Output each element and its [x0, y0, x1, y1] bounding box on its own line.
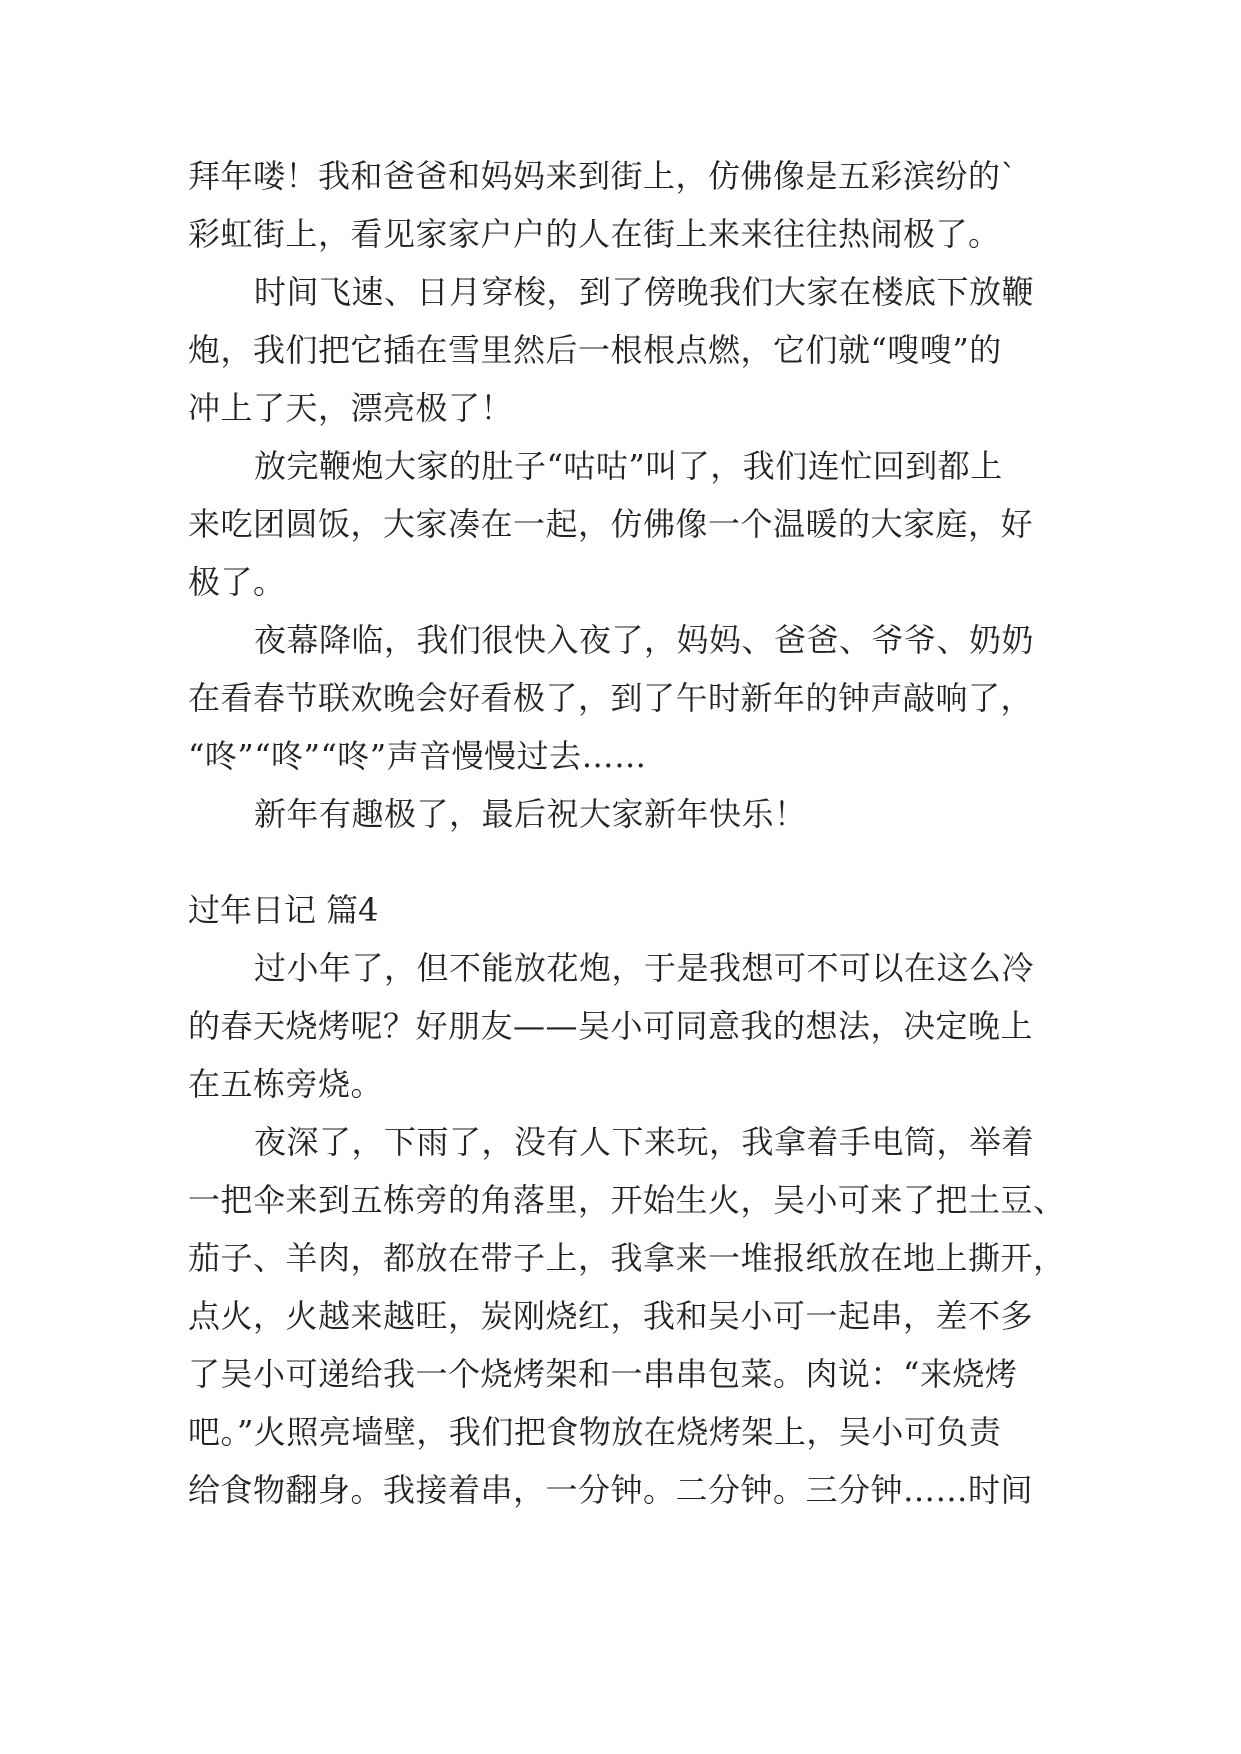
- paragraph-5: [188, 785, 1048, 843]
- section-paragraph-1: [188, 939, 1048, 1113]
- text-line: 吧。”火照亮墙壁，我们把食物放在烧烤架上，吴小可负责: [188, 1413, 1002, 1451]
- text-line: 给食物翻身。我接着串，一分钟。二分钟。三分钟……时间: [188, 1471, 1034, 1509]
- text-line: 冲上了天，漂亮极了！: [188, 389, 514, 427]
- text-line: 夜深了，下雨了，没有人下来玩，我拿着手电筒，举着: [254, 1123, 1035, 1161]
- text-line: 过小年了，但不能放花炮，于是我想可不可以在这么冷: [254, 949, 1035, 987]
- paragraph-2: [188, 263, 1048, 437]
- document-page: [188, 147, 1066, 1519]
- text-line: 在五栋旁烧。: [188, 1065, 384, 1103]
- text-line: 来吃团圆饭，大家凑在一起，仿佛像一个温暖的大家庭，好: [188, 505, 1034, 543]
- paragraph-4: [188, 611, 1048, 785]
- text-line: 了吴小可递给我一个烧烤架和一串串包菜。肉说：“来烧烤: [188, 1355, 1018, 1393]
- section-gap: [188, 843, 1048, 881]
- text-line: 点火，火越来越旺，炭刚烧红，我和吴小可一起串，差不多: [188, 1297, 1034, 1335]
- text-line: 茄子、羊肉，都放在带子上，我拿来一堆报纸放在地上撕开，: [188, 1239, 1066, 1277]
- text-line: 炮，我们把它插在雪里然后一根根点燃，它们就“嗖嗖”的: [188, 331, 1002, 369]
- text-line: “咚”“咚”“咚”声音慢慢过去……: [188, 737, 647, 775]
- section-title: 过年日记 篇4: [188, 891, 379, 929]
- text-line: 夜幕降临，我们很快入夜了，妈妈、爸爸、爷爷、奶奶: [254, 621, 1035, 659]
- text-line: 在看春节联欢晚会好看极了，到了午时新年的钟声敲响了，: [188, 679, 1034, 717]
- text-line: 拜年喽！我和爸爸和妈妈来到街上，仿佛像是五彩滨纷的`: [188, 157, 1018, 195]
- text-line: 放完鞭炮大家的肚子“咕咕”叫了，我们连忙回到都上: [254, 447, 1003, 485]
- text-line: 的春天烧烤呢？好朋友——吴小可同意我的想法，决定晚上: [188, 1007, 1034, 1045]
- text-line: 一把伞来到五栋旁的角落里，开始生火，吴小可来了把土豆、: [188, 1181, 1066, 1219]
- paragraph-3: [188, 437, 1048, 611]
- text-line: 新年有趣极了，最后祝大家新年快乐！: [254, 795, 807, 833]
- section-paragraph-2: [188, 1113, 1066, 1519]
- text-line: 彩虹街上，看见家家户户的人在街上来来往往热闹极了。: [188, 215, 1001, 253]
- text-line: 极了。: [188, 563, 286, 601]
- paragraph-intro: [188, 147, 1048, 263]
- text-line: 时间飞速、日月穿梭，到了傍晚我们大家在楼底下放鞭: [254, 273, 1035, 311]
